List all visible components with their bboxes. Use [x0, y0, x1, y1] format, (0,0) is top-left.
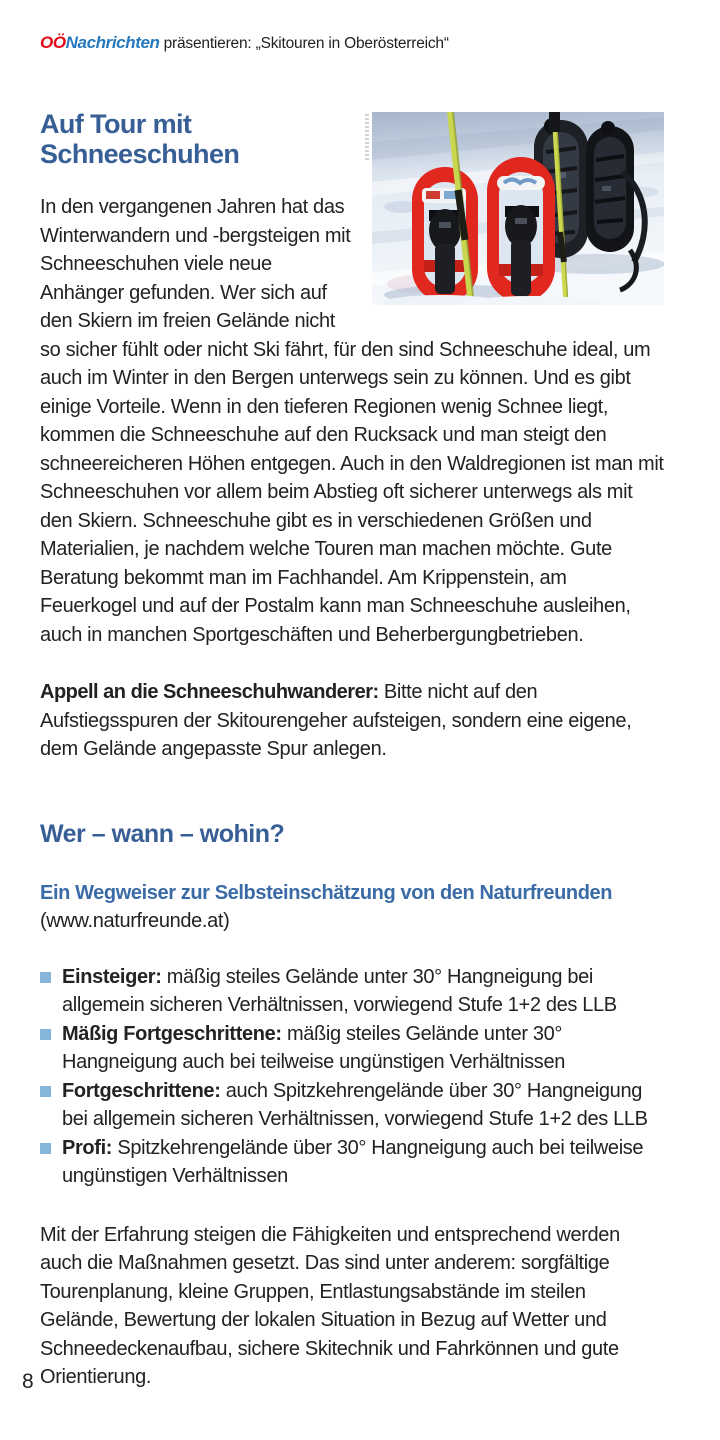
- level-text: auch Spitzkehrengelände über 30° Hangneigung bei allgemein sicheren Verhältnissen, vorwiegend Stufe 1+2 des LLB: [62, 1079, 648, 1130]
- bullet-square-icon: [40, 1143, 51, 1154]
- snowshoes-photo: [372, 112, 664, 305]
- skill-level-list: [40, 963, 664, 1191]
- guide-heading: Ein Wegweiser zur Selbsteinschätzung von den Naturfreunden: [40, 881, 613, 904]
- level-label: Mäßig Fortgeschrittene:: [62, 1022, 282, 1045]
- bullet-square-icon: [40, 1029, 51, 1040]
- appeal-label: Appell an die Schneeschuhwanderer:: [40, 681, 379, 703]
- list-item-einsteiger: [40, 963, 664, 1020]
- level-text: Spitzkehrengelände über 30° Hangneigung auch bei teilweise ungünstigen Verhältnissen: [62, 1136, 644, 1187]
- level-text: mäßig steiles Gelände unter 30° Hangneigung auch bei teilweise ungünstigen Verhältnissen: [62, 1022, 565, 1073]
- level-label: Fortgeschrittene:: [62, 1079, 221, 1102]
- brand-logo-nachrichten: Nachrichten: [65, 33, 160, 52]
- header-tagline: präsentieren: „Skitouren in Oberösterreich“: [163, 35, 449, 52]
- article-title: Auf Tour mit Schneeschuhen: [40, 109, 240, 169]
- list-item-profi: [40, 1134, 664, 1191]
- section-title: Wer – wann – wohin?: [40, 819, 285, 848]
- appeal-paragraph: [40, 678, 664, 764]
- brand-logo: [40, 33, 160, 52]
- level-text: mäßig steiles Gelände unter 30° Hangneigung bei allgemein sicheren Verhältnissen, vorwiegend Stufe 1+2 des LLB: [62, 965, 617, 1016]
- guide-url: (www.naturfreunde.at): [40, 910, 230, 932]
- article: [40, 109, 664, 649]
- intro-paragraph: In den vergangenen Jahren hat das Winterwandern und -bergsteigen mit Schneeschuhen viele neue Anhänger gefunden. Wer sich auf den Skiern im freien Gelände nicht so sicher fühlt oder nicht Ski fährt, für den sind Schneeschuhe ideal, um auch im Winter in den Bergen unterwegs sein zu können. Und es gibt einige Vorteile. Wenn in den tieferen Regionen wenig Schnee liegt, kommen die Schneeschuhe auf den Rucksack und man steigt den schneereicheren Höhen entgegen. Auch in den Waldregionen ist man mit Schneeschuhen vor allem beim Abstieg oft sicherer unterwegs als mit den Skiern. Schneeschuhe gibt es in verschiedenen Größen und Materialien, je nachdem welche Touren man machen möchte. Gute Beratung bekommt man im Fachhandel. Am Krippenstein, am Feuerkogel und auf der Postalm kann man Schneeschuhe ausleihen, auch in manchen Sportgeschäften und Beherbergungbetrieben.: [40, 196, 664, 646]
- list-item-text: [62, 1134, 664, 1191]
- level-label: Einsteiger:: [62, 965, 162, 988]
- page-number: 8: [22, 1370, 34, 1393]
- list-item-fortgeschrittene: [40, 1077, 664, 1134]
- list-item-text: [62, 1020, 664, 1077]
- level-label: Profi:: [62, 1136, 113, 1159]
- bullet-square-icon: [40, 1086, 51, 1097]
- appeal-text: Bitte nicht auf den Aufstiegsspuren der Skitourengeher aufsteigen, sondern eine eigene, dem Gelände angepasste Spur anlegen.: [40, 681, 632, 760]
- snowshoes-photo-graphic: [372, 112, 664, 305]
- list-item-maessig-fortgeschrittene: [40, 1020, 664, 1077]
- brand-logo-oo: OÖ: [40, 33, 66, 52]
- closing-paragraph: Mit der Erfahrung steigen die Fähigkeiten und entsprechend werden auch die Maßnahmen gesetzt. Das sind unter anderem: sorgfältige Tourenplanung, kleine Gruppen, Entlastungsabstände im steilen Gelände, Bewertung der lokalen Situation in Bezug auf Wetter und Schneedeckenaufbau, sichere Skitechnik und Fahrkönnen und gute Orientierung.: [40, 1223, 620, 1388]
- photo-credit-microtext: [365, 114, 369, 160]
- list-item-text: [62, 963, 664, 1020]
- bullet-square-icon: [40, 972, 51, 983]
- list-item-text: [62, 1077, 664, 1134]
- page-header: [40, 0, 664, 53]
